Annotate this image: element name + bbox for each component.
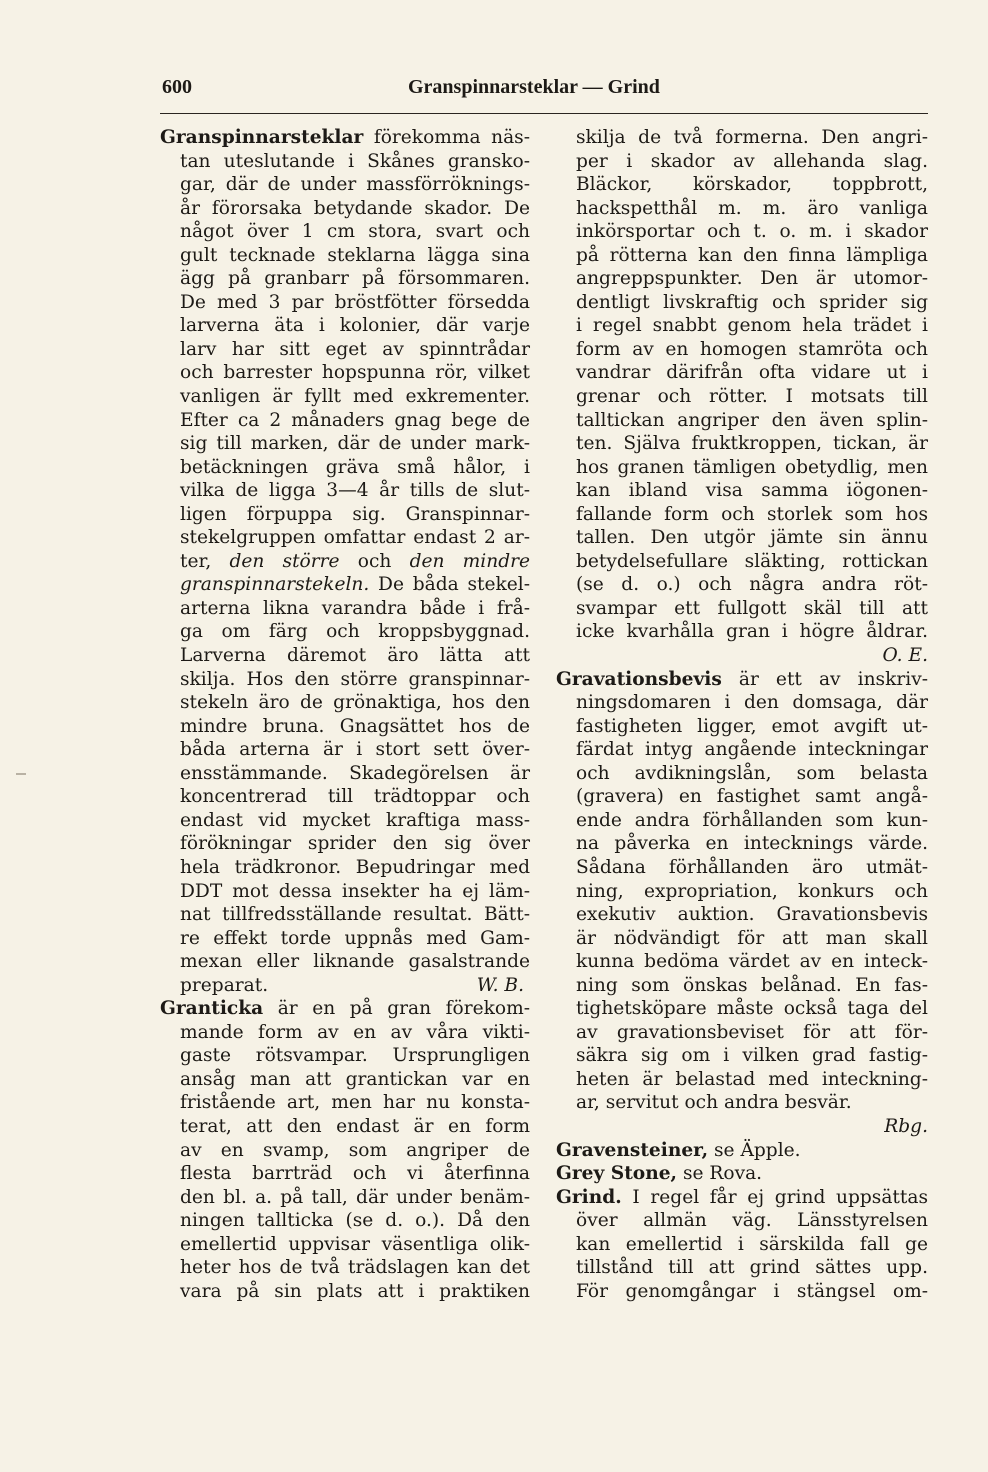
line-text: betäckningen gräva små hålor, i [180,456,530,478]
headword: Granticka [160,998,264,1020]
line-text: förökningar sprider den sig över [180,833,530,855]
line-text: betydelsefullare släkting, rottickan [576,550,928,572]
text-line [556,150,928,174]
text-line [556,220,928,244]
text-line [160,573,530,597]
text-line [556,1162,928,1186]
line-text: vilka de ligga 3—4 år tills de slut- [180,480,530,502]
line-text: tallen. Den utgör jämte sin ännu [576,527,928,549]
text-line [556,479,928,503]
text-line [160,668,530,692]
text-line [556,338,928,362]
text-line [160,903,530,927]
line-text: gar, där de under massförröknings- [180,174,530,196]
line-text: ligen förpuppa sig. Granspinnar- [180,503,530,525]
line-text: skilja. Hos den större granspinnar- [180,668,530,690]
text-line [556,126,928,150]
line-text: per i skador av allehanda slag. [576,150,928,172]
line-text: vara på sin plats att i praktiken [180,1280,530,1302]
text-line [160,1256,530,1280]
line-text: form av en homogen stamröta och [576,338,928,360]
line-text: I regel får ej grind uppsättas [621,1186,928,1208]
line-text: över allmän väg. Länsstyrelsen [576,1210,928,1232]
line-text: flesta barrträd och vi återfinna [180,1163,530,1185]
text-line [556,1209,928,1233]
line-text: tillstånd till att grind sättes upp. [576,1257,928,1279]
headword: Gravationsbevis [556,668,722,690]
line-text: grenar och rötter. I motsats till [576,386,928,408]
text-line [160,1162,530,1186]
line-text: och [339,550,410,572]
text-line [160,1021,530,1045]
text-line [556,361,928,385]
line-text: dentligt livskraftig och sprider sig [576,291,928,313]
text-line [160,385,530,409]
line-text: ter, [180,550,230,572]
line-text: se Rova. [677,1163,763,1185]
text-line [160,173,530,197]
page-number: 600 [162,76,192,98]
line-text: DDT mot dessa insekter ha ej läm- [180,880,530,902]
text-line [160,267,530,291]
text-line [556,620,928,644]
line-text: De med 3 par bröstfötter försedda [180,291,530,313]
headword: Granspinnarsteklar [160,127,364,148]
line-text: kan ibland visa samma iögonen- [576,480,928,502]
text-line [160,291,530,315]
line-text: säkra sig om i vilken grad fastig- [576,1045,928,1067]
text-line [160,338,530,362]
text-line [556,173,928,197]
line-text: icke kvarhålla gran i högre åldrar. [576,621,928,643]
line-text: hackspetthål m. m. äro vanliga [576,197,928,219]
line-text: vanligen är fyllt med exkrementer. [180,386,530,408]
text-line [556,927,928,951]
right-column [556,126,928,1303]
line-text: färdat intyg angående inteckningar [576,739,928,761]
line-text: För genomgångar i stängsel om- [576,1280,928,1302]
line-text: emellertid uppvisar väsentliga olik- [180,1233,530,1255]
line-text: ar, servitut och andra besvär. [576,1092,852,1114]
line-text: preparat. [180,974,269,996]
text-line [556,550,928,574]
line-text: båda arterna är i stort sett över- [180,739,530,761]
line-text: fristående art, men har nu konsta- [180,1092,530,1114]
text-line [556,738,928,762]
text-line [160,526,530,550]
text-line [556,1233,928,1257]
text-line [160,974,530,998]
line-text: ägg på granbarr på försommaren. [180,268,530,290]
line-text: av gravationsbeviset för att för- [576,1021,928,1043]
line-text: hela trädkronor. Bepudringar med [180,856,530,878]
left-column [160,126,530,1303]
text-line [160,715,530,739]
line-text: mindre bruna. Gnagsättet hos de [180,715,530,737]
line-text: na påverka en intecknings värde. [576,833,928,855]
text-line [556,1186,928,1210]
text-line [160,550,530,574]
text-line [556,762,928,786]
text-line [160,691,530,715]
line-text: hos granen tämligen obetydlig, men [576,456,928,478]
line-text: år förorsaka betydande skador. De [180,197,530,219]
text-line [556,950,928,974]
line-text: gult tecknade steklarna lägga sina [180,244,530,266]
line-text: larverna äta i kolonier, där varje [180,315,530,337]
text-line [556,785,928,809]
line-text: talltickan angriper den även splin- [576,409,928,431]
text-line [160,1139,530,1163]
line-text: fallande form och storlek som hos [576,503,928,525]
text-line [556,573,928,597]
text-line [160,1280,530,1304]
text-line [556,880,928,904]
line-text: ensstämmande. Skadegörelsen är [180,762,530,784]
line-text: mexan eller liknande gasalstrande [180,951,530,973]
text-line [160,1044,530,1068]
line-text: i regel snabbt genom hela trädet i [576,315,928,337]
text-line [160,809,530,833]
line-text: tighetsköpare måste också taga del [576,998,928,1020]
text-line [556,809,928,833]
line-text: angreppspunkter. Den är utomor- [576,268,928,290]
text-line [160,197,530,221]
line-text: är nödvändigt för att man skall [576,927,928,949]
text-line [160,620,530,644]
line-text: koncentrerad till trädtoppar och [180,786,530,808]
line-text: av en svamp, som angriper de [180,1139,530,1161]
line-text: ansåg man att grantickan var en [180,1068,530,1090]
text-line [160,432,530,456]
text-line [556,1068,928,1092]
text-line [160,597,530,621]
text-line [556,526,928,550]
line-text: och avdikningslån, som belasta [576,762,928,784]
author-signature: W. B. [476,974,524,996]
text-line [160,927,530,951]
text-line [556,409,928,433]
line-text: ning som önskas belånad. En fas- [576,974,928,996]
text-line [160,409,530,433]
line-text: på rötterna kan den finna lämpliga [576,244,928,266]
text-line [160,738,530,762]
line-text: Bläckor, körskador, toppbrott, [576,174,928,196]
line-text: inkörsportar och t. o. m. i skador [576,221,928,243]
text-line [556,1021,928,1045]
text-line [556,314,928,338]
text-line [556,267,928,291]
margin-mark [16,773,26,775]
line-text: exekutiv auktion. Gravationsbevis [576,904,928,926]
headword: Gravensteiner, [556,1139,709,1161]
page-header [160,76,928,106]
text-line [556,503,928,527]
text-line [556,644,928,668]
text-line [160,503,530,527]
text-line [160,950,530,974]
line-text: ende andra förhållanden som kun- [576,809,928,831]
line-text: tan uteslutande i Skånes gransko- [180,150,530,172]
text-line [160,644,530,668]
text-line [160,1233,530,1257]
text-line [160,220,530,244]
text-line [556,456,928,480]
text-line [160,785,530,809]
line-text: ningsdomaren i den domsaga, där [576,692,928,714]
text-line [556,856,928,880]
line-text: är ett av inskriv- [721,668,928,690]
line-text: arterna likna varandra både i frå- [180,597,530,619]
line-text: ten. Själva fruktkroppen, tickan, är [576,433,928,455]
text-line [160,1209,530,1233]
text-line [160,1091,530,1115]
text-line [160,856,530,880]
text-line [160,997,530,1021]
line-text: re effekt torde uppnås med Gam- [180,927,530,949]
text-line [556,244,928,268]
line-text: svampar ett fullgott skäl till att [576,597,928,619]
text-line [160,1068,530,1092]
headword: Grey Stone, [556,1163,678,1185]
line-text: vandrar därifrån ofta vidare ut i [576,362,928,384]
line-text: något över 1 cm stora, svart och [180,221,530,243]
text-line [556,1280,928,1304]
text-line [556,385,928,409]
headword: Grind. [556,1186,622,1208]
line-text: nat tillfredsställande resultat. Bätt- [180,904,530,926]
line-text: den bl. a. på tall, där under benäm- [180,1186,530,1208]
line-text: (gravera) en fastighet samt angå- [576,786,928,808]
text-line [556,715,928,739]
text-line [556,1139,928,1163]
line-text: fastigheten ligger, emot avgift ut- [576,715,928,737]
text-line [556,903,928,927]
line-text: heten är belastad med inteckning- [576,1068,928,1090]
text-line [160,126,530,150]
text-line [556,668,928,692]
line-text: stekeln äro de grönaktiga, hos den [180,692,530,714]
author-signature: O. E. [882,645,928,667]
text-line [556,1256,928,1280]
text-line [556,1091,928,1115]
text-line [160,832,530,856]
text-line [160,314,530,338]
line-text: mande form av en av våra vikti- [180,1021,530,1043]
line-text: förekomma näs- [363,127,530,148]
text-line [556,974,928,998]
line-text: endast vid mycket kraftiga mass- [180,809,530,831]
line-text: Efter ca 2 månaders gnag bege de [180,409,530,431]
text-line [160,1115,530,1139]
text-line [556,1044,928,1068]
text-line [556,432,928,456]
text-line [556,291,928,315]
line-text: skilja de två formerna. Den angri- [576,127,928,148]
text-line [556,597,928,621]
line-text: ning, expropriation, konkurs och [576,880,928,902]
line-text: sig till marken, där de under mark- [180,433,530,455]
line-text: ga om färg och kroppsbyggnad. [180,621,530,643]
line-text: och barrester hopspunna rör, vilket [180,362,530,384]
text-line [160,479,530,503]
text-line [160,762,530,786]
line-text: gaste rötsvampar. Ursprungligen [180,1045,530,1067]
italic-term: den större [229,550,340,572]
text-line [160,1186,530,1210]
line-text: larv har sitt eget av spinntrådar [180,338,530,360]
line-text: Sådana förhållanden äro utmät- [576,856,928,878]
line-text: heter hos de två trädslagen kan det [180,1257,530,1279]
running-head: Granspinnarsteklar — Grind [408,76,660,98]
line-text: se Äpple. [708,1139,801,1161]
text-line [160,456,530,480]
text-line [556,832,928,856]
text-line [160,880,530,904]
line-text: ningen tallticka (se d. o.). Då den [180,1210,530,1232]
line-text: kan emellertid i särskilda fall ge [576,1233,928,1255]
text-line [160,361,530,385]
line-text: är en på gran förekom- [263,998,530,1020]
text-line [556,997,928,1021]
text-line [556,691,928,715]
header-rule [160,113,928,114]
line-text: terat, att den endast är en form [180,1115,530,1137]
text-line [556,197,928,221]
line-text: (se d. o.) och några andra röt- [576,574,928,596]
line-text: kunna bedöma värdet av en inteck- [576,951,928,973]
line-text: Larverna däremot äro lätta att [180,645,530,667]
line-text: De båda stekel- [369,574,530,596]
author-signature: Rbg. [884,1115,928,1137]
text-line [160,150,530,174]
italic-term: den mindre [409,550,531,572]
text-line [556,1115,928,1139]
italic-term: granspinnarstekeln. [180,574,370,596]
line-text: stekelgruppen omfattar endast 2 ar- [180,527,530,549]
text-line [160,244,530,268]
